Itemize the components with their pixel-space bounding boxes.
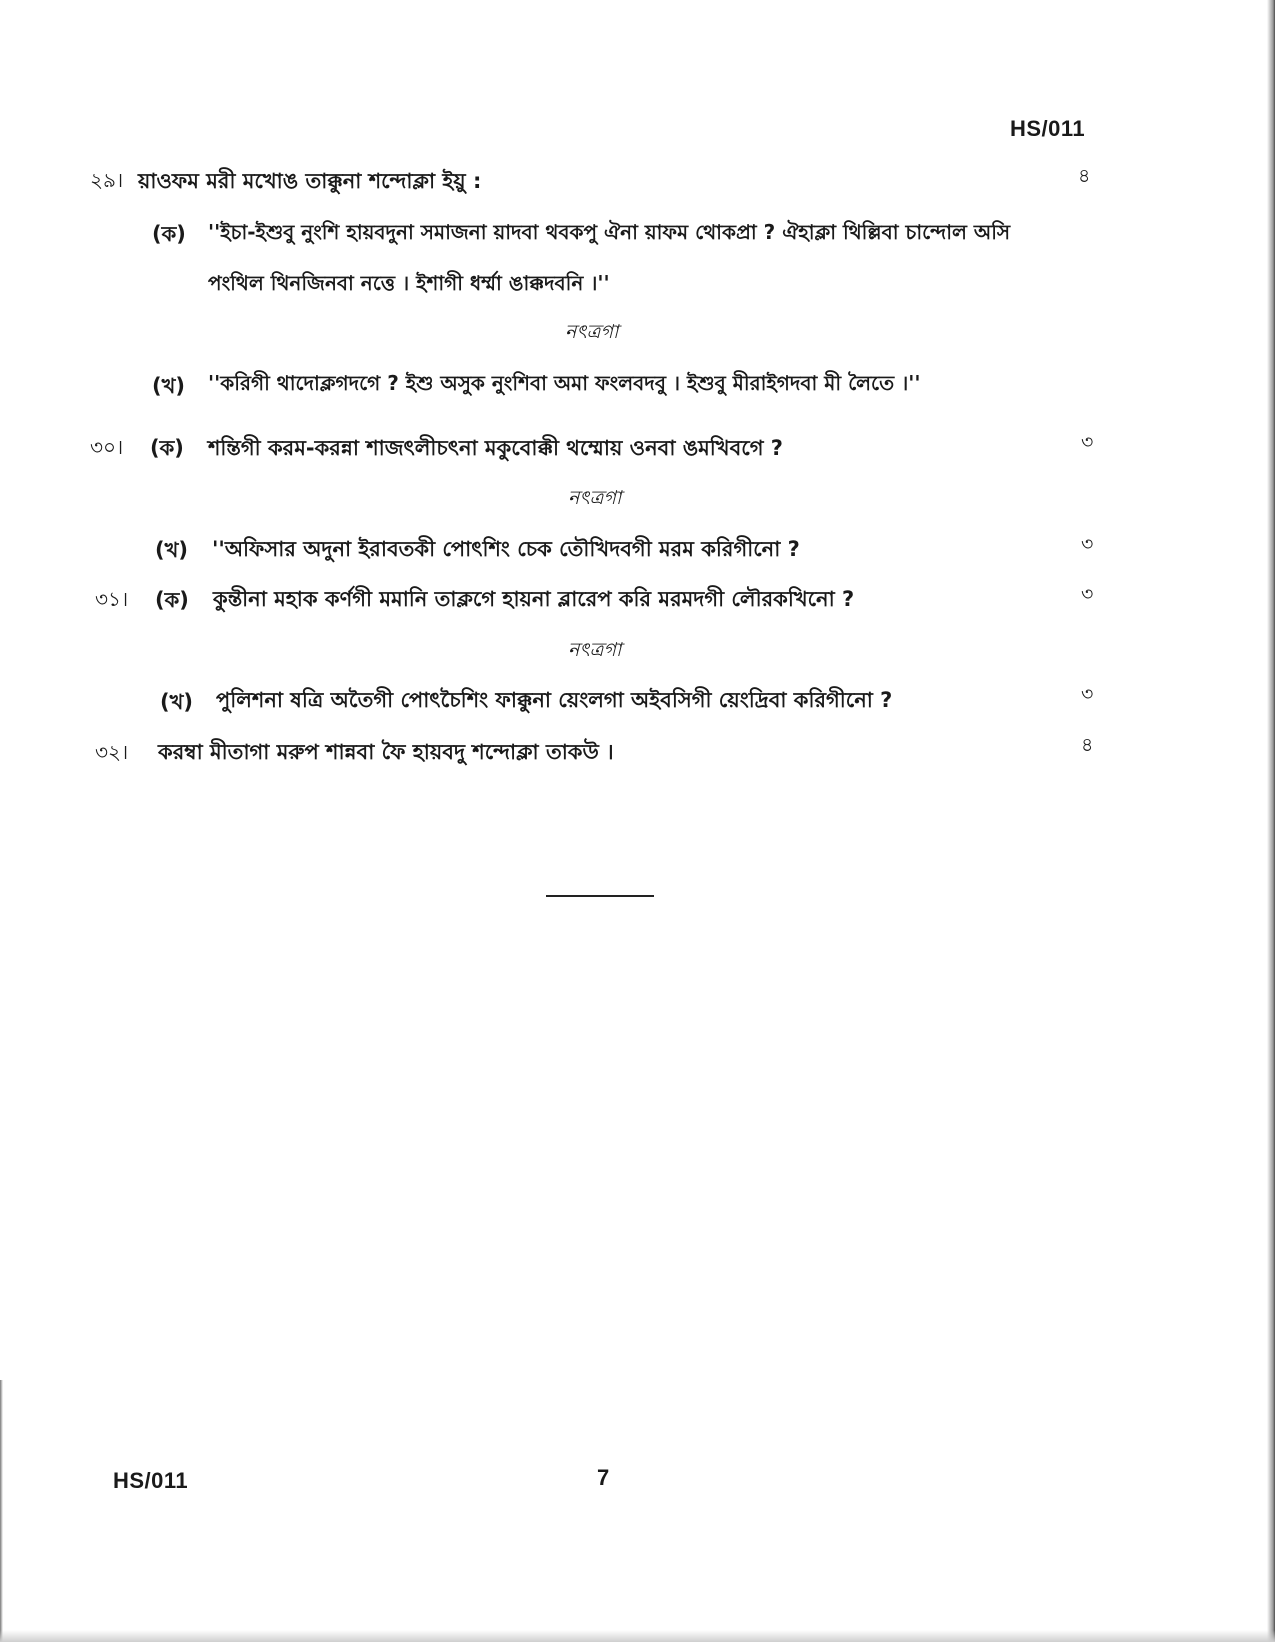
q29-a-line1: ''ইচা-ইশুবু নুংশি হায়বদুনা সমাজনা য়াদবা থবকপু ঐনা য়াফম থোকপ্রা ? ঐহাক্লা থিল্লিবা চান্দোল অসি — [208, 220, 1011, 244]
q31-b-text: পুলিশনা ষত্রি অতৈগী পোৎচৈশিং ফাক্কুনা য়েংলগা অইবসিগী য়েংদ্রিবা করিগীনো ? — [216, 688, 893, 712]
q29-a-label: (ক) — [152, 222, 186, 246]
q31-or-separator: নৎত্রগা — [568, 639, 622, 661]
q31-b-marks: ৩ — [1081, 683, 1094, 705]
q31-a-label: (ক) — [155, 588, 189, 612]
header-paper-code: HS/011 — [1010, 116, 1086, 141]
end-of-paper-rule — [546, 895, 654, 897]
q29-number: ২৯। — [90, 168, 124, 192]
q31-number: ৩১। — [95, 587, 129, 611]
q30-or-separator: নৎত্রগা — [568, 487, 622, 509]
scan-edge-mark — [0, 1380, 3, 1642]
q32-text: করম্বা মীতাগা মরুপ শান্নবা ফৈ হায়বদু শন্দোক্লা তাকউ । — [158, 740, 614, 764]
q29-a-line2: পংথিল থিনজিনবা নত্তে । ইশাগী ধর্ম্মা ঙাক্কদবনি ।'' — [208, 271, 610, 295]
q32-number: ৩২। — [95, 740, 129, 764]
q30-b-label: (খ) — [155, 538, 188, 562]
q29-b-label: (খ) — [152, 374, 185, 398]
scan-edge-shadow — [1267, 0, 1275, 1642]
q30-b-text: ''অফিসার অদুনা ইরাবতকী পোৎশিং চেক তৌখিদবগী মরম করিগীনো ? — [212, 537, 800, 561]
q31-b-label: (খ) — [160, 690, 193, 714]
q29-text: য়াওফম মরী মখোঙ তাক্কুনা শন্দোক্লা ইয়ু : — [138, 169, 482, 193]
q30-b-marks: ৩ — [1081, 533, 1094, 555]
q31-a-marks: ৩ — [1081, 583, 1094, 605]
q30-a-label: (ক) — [150, 436, 184, 460]
q29-marks: ৪ — [1078, 165, 1091, 187]
q29-or-separator: নৎত্রগা — [565, 321, 619, 343]
q30-a-marks: ৩ — [1081, 431, 1094, 453]
page-number: 7 — [597, 1465, 610, 1490]
q30-a-text: শন্তিগী করম-করন্না শাজৎলীচৎনা মকুবোক্কী থম্মোয় ওনবা ঙমখিবগে ? — [208, 436, 783, 460]
q29-b-text: ''করিগী থাদোক্লগদগে ? ইশু অসুক নুংশিবা অমা ফংলবদবু । ইশুবু মীরাইগদবা মী লৈতে ।'' — [208, 371, 921, 395]
footer-paper-code: HS/011 — [113, 1468, 189, 1493]
scan-bottom-shade — [0, 1630, 1275, 1642]
q30-number: ৩০। — [90, 435, 124, 459]
q31-a-text: কুন্তীনা মহাক কর্ণগী মমানি তাক্লগে হায়না ব্লারেপ করি মরমদগী লৌরকখিনো ? — [213, 587, 855, 611]
q32-marks: ৪ — [1081, 734, 1094, 756]
